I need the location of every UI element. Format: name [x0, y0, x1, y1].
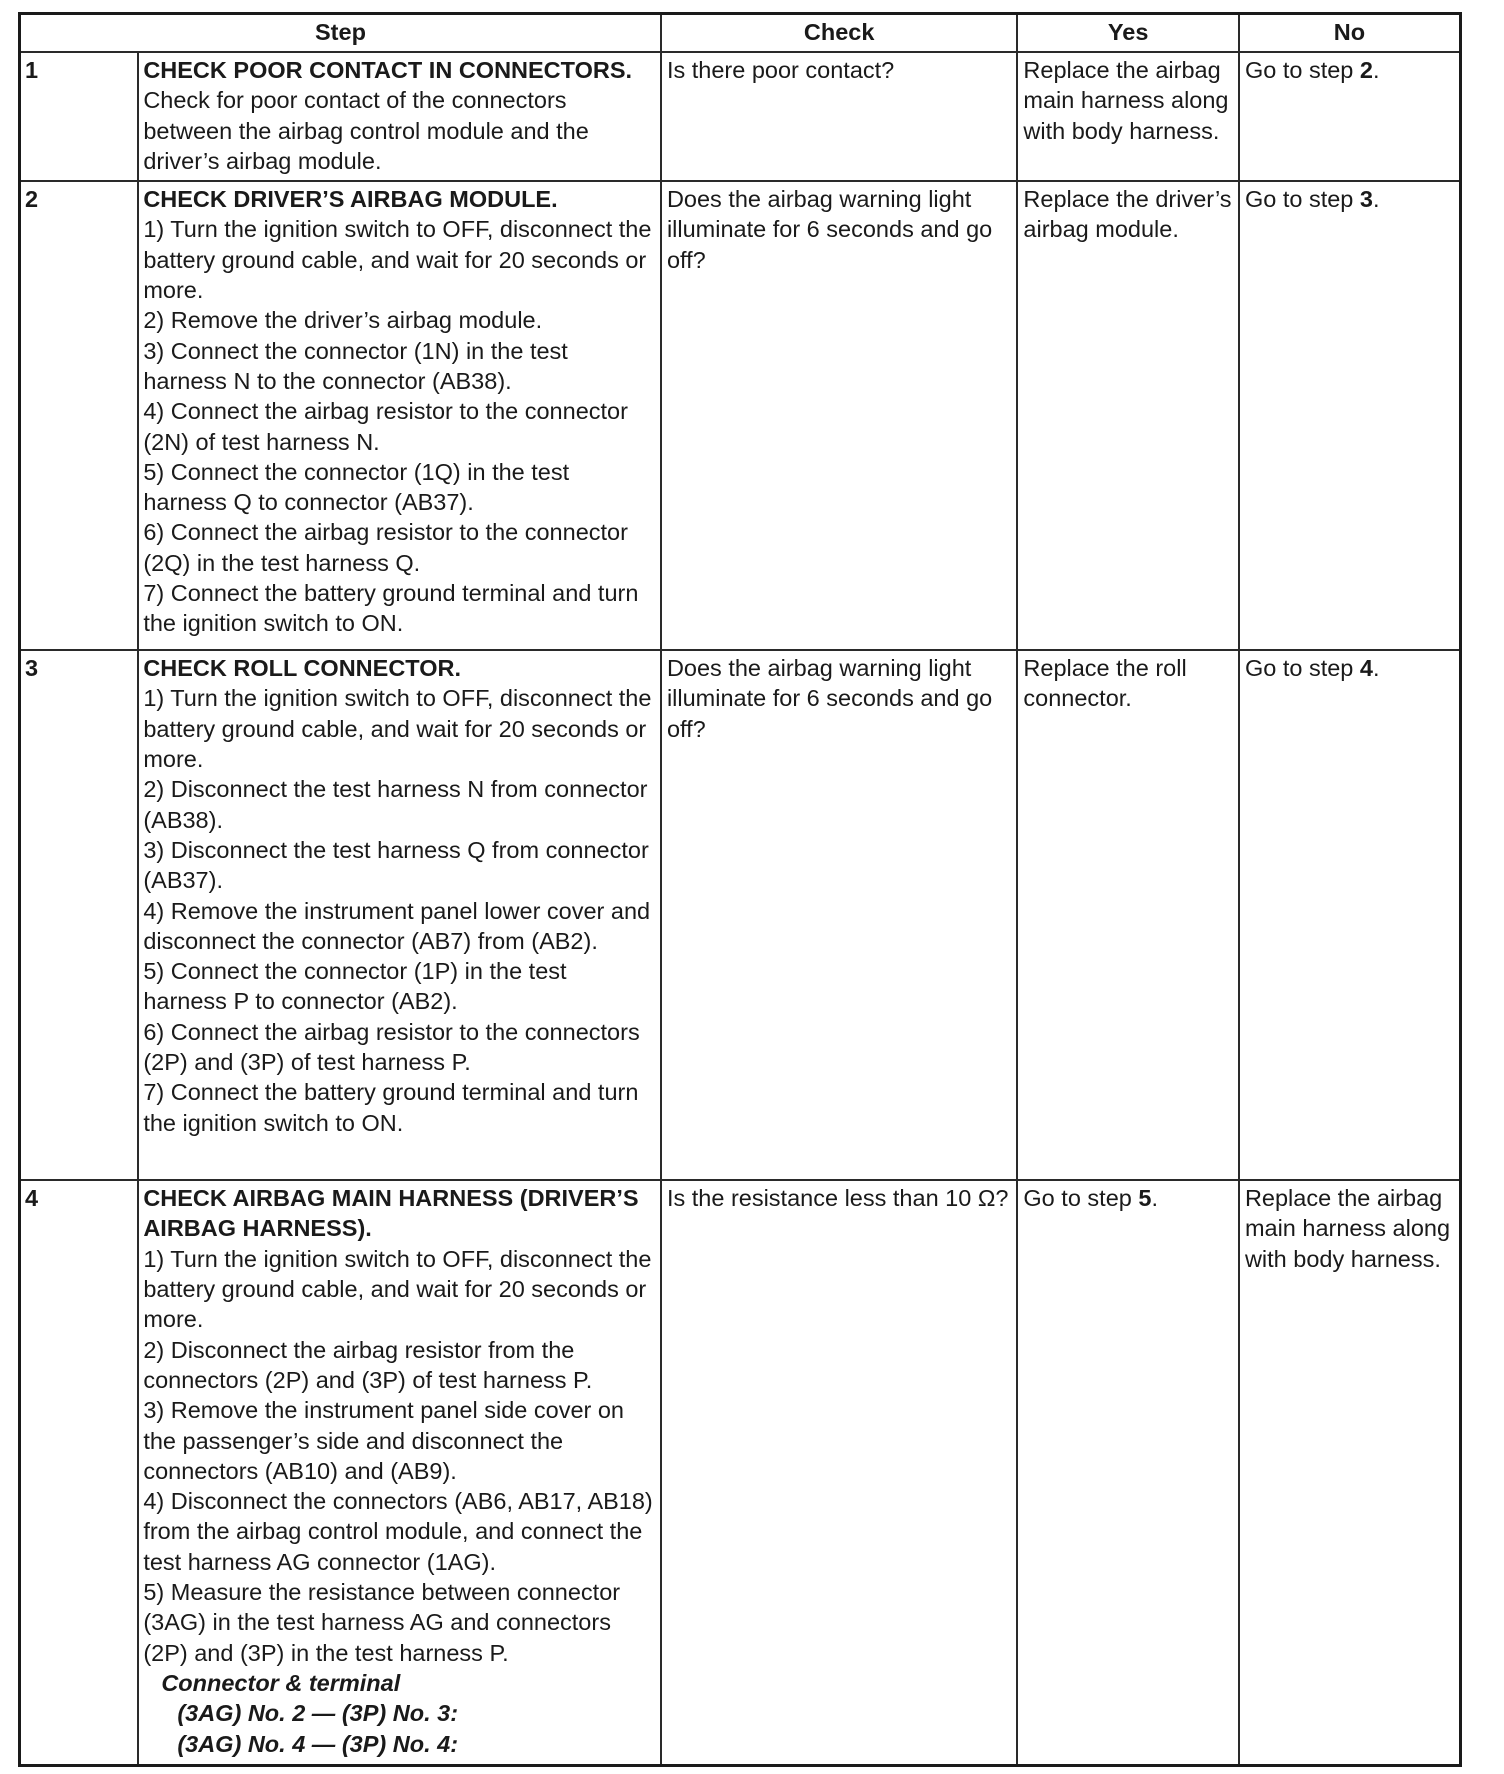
no-cell: Replace the airbag main harness along with body harness.	[1239, 1180, 1461, 1765]
step-reference: 3	[1359, 186, 1373, 213]
procedure-line: 3) Remove the instrument panel side cover on the passenger’s side and disconnect the connectors (AB10) and (AB9).	[143, 1397, 625, 1484]
spec-line: (3AG) No. 4 — (3P) No. 4:	[177, 1730, 459, 1757]
spec-heading: Connector & terminal	[161, 1669, 401, 1696]
yes-cell	[1017, 1180, 1239, 1765]
yes-cell: Replace the airbag main harness along with body harness.	[1017, 52, 1239, 181]
no-suffix: .	[1372, 186, 1380, 213]
procedure-line: 1) Turn the ignition switch to OFF, disconnect the battery ground cable, and wait for 20 seconds or more.	[143, 1245, 652, 1333]
step-title: CHECK AIRBAG MAIN HARNESS (DRIVER’S AIRBAG HARNESS).	[143, 1185, 639, 1242]
procedure-line: 4) Remove the instrument panel lower cover and disconnect the connector (AB7) from (AB2).	[143, 897, 651, 954]
no-text: Go to step	[1244, 57, 1360, 83]
header-step: Step	[20, 14, 661, 53]
procedure-line: 3) Connect the connector (1N) in the test harness N to the connector (AB38).	[143, 337, 568, 394]
step-title: CHECK POOR CONTACT IN CONNECTORS.	[143, 57, 633, 83]
no-text: Go to step	[1244, 655, 1360, 682]
table-header-row	[20, 14, 1461, 53]
step-title: CHECK ROLL CONNECTOR.	[143, 655, 462, 682]
step-procedure	[138, 52, 661, 181]
procedure-line: 6) Connect the airbag resistor to the connector (2Q) in the test harness Q.	[143, 519, 628, 576]
step-reference: 4	[1359, 655, 1373, 682]
procedure-line: 1) Turn the ignition switch to OFF, disconnect the battery ground cable, and wait for 20 seconds or more.	[143, 685, 652, 773]
table-row	[20, 52, 1461, 181]
procedure-line: 5) Connect the connector (1P) in the test harness P to connector (AB2).	[143, 958, 567, 1015]
table-row	[20, 650, 1461, 1180]
step-number: 2	[20, 181, 139, 650]
procedure-line: 4) Disconnect the connectors (AB6, AB17, AB18) from the airbag control module, and connect the test harness AG connector (1AG).	[143, 1488, 653, 1575]
yes-cell: Replace the roll connector.	[1017, 650, 1239, 1180]
step-number: 4	[20, 1180, 139, 1765]
procedure-line: 3) Disconnect the test harness Q from connector (AB37).	[143, 836, 649, 894]
header-yes: Yes	[1017, 14, 1239, 53]
procedure-line: 1) Turn the ignition switch to OFF, disconnect the battery ground cable, and wait for 20 seconds or more.	[143, 216, 652, 304]
yes-suffix: .	[1151, 1185, 1158, 1212]
procedure-line: 4) Connect the airbag resistor to the connector (2N) of test harness N.	[143, 398, 628, 455]
procedure-line: 2) Disconnect the test harness N from connector (AB38).	[143, 776, 648, 833]
step-number: 3	[20, 650, 139, 1180]
procedure-line: 7) Connect the battery ground terminal and turn the ignition switch to ON.	[143, 1079, 639, 1136]
procedure-line: Check for poor contact of the connectors between the airbag control module and the driver’s airbag module.	[143, 87, 589, 174]
check-cell: Is there poor contact?	[661, 52, 1017, 181]
step-reference: 5	[1138, 1185, 1152, 1212]
no-cell	[1239, 650, 1461, 1180]
no-text: Go to step	[1244, 186, 1360, 213]
check-cell: Is the resistance less than 10 Ω?	[661, 1180, 1017, 1765]
no-cell	[1239, 52, 1461, 181]
yes-cell: Replace the driver’s airbag module.	[1017, 181, 1239, 650]
procedure-line: 2) Disconnect the airbag resistor from the connectors (2P) and (3P) of test harness P.	[143, 1336, 593, 1393]
step-number: 1	[20, 52, 139, 181]
yes-text: Go to step	[1023, 1185, 1139, 1212]
procedure-line: 6) Connect the airbag resistor to the connectors (2P) and (3P) of test harness P.	[143, 1018, 640, 1076]
troubleshooting-document	[18, 12, 1462, 1767]
check-cell: Does the airbag warning light illuminate for 6 seconds and go off?	[661, 181, 1017, 650]
procedure-line: 2) Remove the driver’s airbag module.	[143, 307, 543, 334]
procedure-line: 5) Connect the connector (1Q) in the test harness Q to connector (AB37).	[143, 458, 570, 516]
procedure-line: 7) Connect the battery ground terminal and turn the ignition switch to ON.	[143, 580, 639, 637]
table-row	[20, 1180, 1461, 1765]
step-reference: 2	[1359, 57, 1373, 83]
step-procedure	[138, 181, 661, 650]
no-suffix: .	[1372, 655, 1380, 682]
procedure-line: 5) Measure the resistance between connector (3AG) in the test harness AG and connectors (2P) and (3P) in the test harness P.	[143, 1579, 621, 1666]
header-check: Check	[661, 14, 1017, 53]
header-no: No	[1239, 14, 1461, 53]
no-suffix: .	[1372, 57, 1380, 83]
diagnostic-steps-table	[18, 12, 1462, 1767]
step-title: CHECK DRIVER’S AIRBAG MODULE.	[143, 186, 558, 213]
spec-line: (3AG) No. 2 — (3P) No. 3:	[177, 1700, 459, 1727]
no-cell	[1239, 181, 1461, 650]
step-procedure	[138, 650, 661, 1180]
table-row	[20, 181, 1461, 650]
check-cell: Does the airbag warning light illuminate for 6 seconds and go off?	[661, 650, 1017, 1180]
step-procedure	[138, 1180, 661, 1765]
